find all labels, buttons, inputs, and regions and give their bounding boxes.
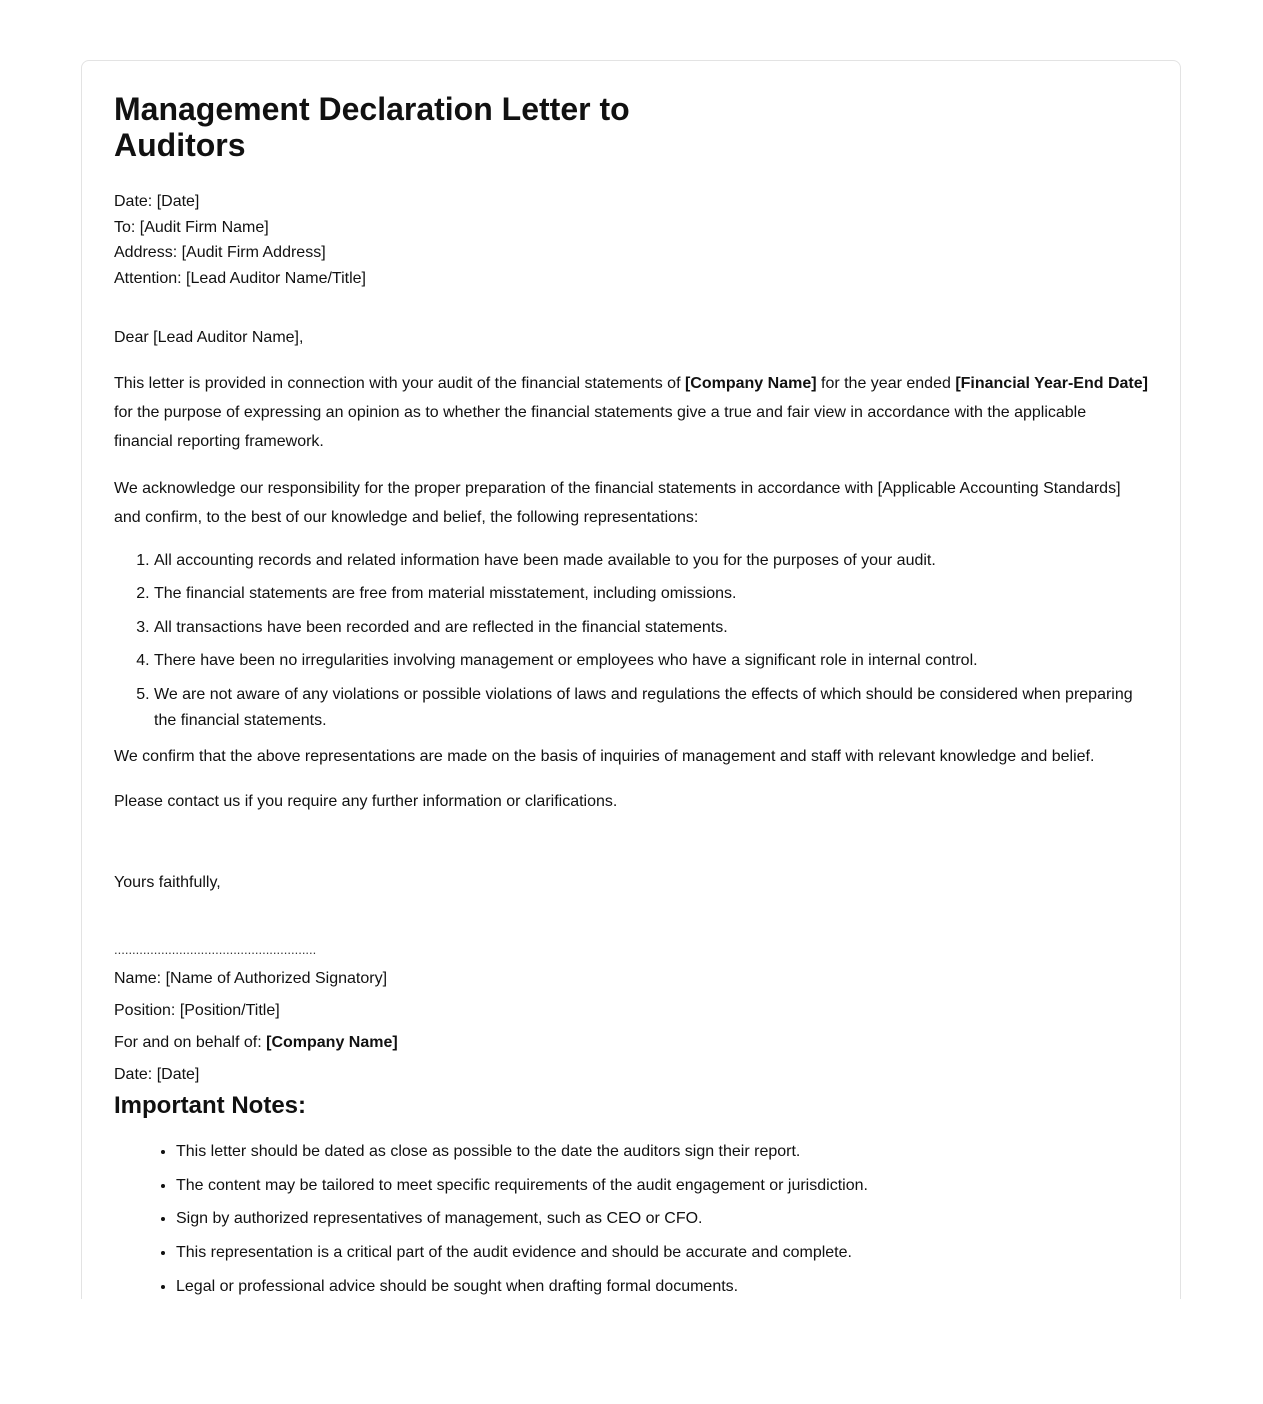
closing: Yours faithfully, — [114, 873, 221, 891]
notes-heading: Important Notes: — [114, 1091, 306, 1119]
salutation: Dear [Lead Auditor Name], — [114, 328, 304, 346]
list-item: • Legal or professional advice should be sought when drafting formal documents. — [176, 1274, 1148, 1299]
header-date: Date: [Date] — [114, 193, 200, 210]
intro-company: [Company Name] — [684, 374, 817, 392]
signature-line: ........................................................ — [114, 941, 317, 957]
letter-card — [81, 60, 1181, 1299]
notes-list — [114, 1139, 1148, 1299]
header-address: Address: [Audit Firm Address] — [114, 244, 326, 262]
contact-paragraph: Please contact us if you require any further information or clarifications. — [114, 792, 618, 810]
signatory-name: Name: [Name of Authorized Signatory] — [114, 969, 388, 987]
signatory-behalf — [114, 1027, 1148, 1059]
behalf-company: [Company Name] — [266, 1033, 398, 1051]
list-item: • This letter should be dated as close as possible to the date the auditors sign their report. — [176, 1139, 1148, 1165]
list-item: 4. There have been no irregularities involving management or employees who have a significant role in internal control. — [154, 648, 1148, 674]
header-to: To: [Audit Firm Name] — [114, 218, 269, 236]
signatory-date: Date: [Date] — [114, 1065, 200, 1083]
acknowledgement-paragraph: We acknowledge our responsibility for the proper preparation of the financial statements in accordance with [Applicable Accounting Standards] and confirm, to the best of our knowledge and belief, the following representations: — [114, 479, 1121, 526]
list-item: 3. All transactions have been recorded and are reflected in the financial statements. — [154, 615, 1148, 641]
list-item: 1. All accounting records and related information have been made available to you for the purposes of your audit. — [154, 548, 1148, 574]
list-item: 5. We are not aware of any violations or possible violations of laws and regulations the effects of which should be considered when preparing the financial statements. — [154, 682, 1148, 734]
letter-header — [114, 189, 1148, 292]
intro-text-2: for the year ended — [816, 374, 956, 392]
list-item: • The content may be tailored to meet specific requirements of the audit engagement or jurisdiction. — [176, 1173, 1148, 1199]
list-item: • This representation is a critical part of the audit evidence and should be accurate and complete. — [176, 1240, 1148, 1266]
confirmation-paragraph: We confirm that the above representations are made on the basis of inquiries of management and staff with relevant knowledge and belief. — [114, 747, 1095, 765]
list-item: • Sign by authorized representatives of management, such as CEO or CFO. — [176, 1206, 1148, 1232]
list-item: 2. The financial statements are free from material misstatement, including omissions. — [154, 581, 1148, 607]
intro-paragraph — [114, 369, 1148, 456]
intro-year-end: [Financial Year-End Date] — [955, 374, 1148, 392]
intro-text-3: for the purpose of expressing an opinion as to whether the financial statements give a true and fair view in accordance with the applicable financial reporting framework. — [114, 403, 1087, 450]
intro-text-1: This letter is provided in connection with your audit of the financial statements of — [114, 374, 685, 392]
signatory-position: Position: [Position/Title] — [114, 1001, 280, 1019]
letter-title: Management Declaration Letter to Auditors — [114, 91, 630, 163]
header-attention: Attention: [Lead Auditor Name/Title] — [114, 270, 366, 288]
behalf-label: For and on behalf of: — [114, 1033, 267, 1051]
representations-list — [114, 548, 1148, 734]
